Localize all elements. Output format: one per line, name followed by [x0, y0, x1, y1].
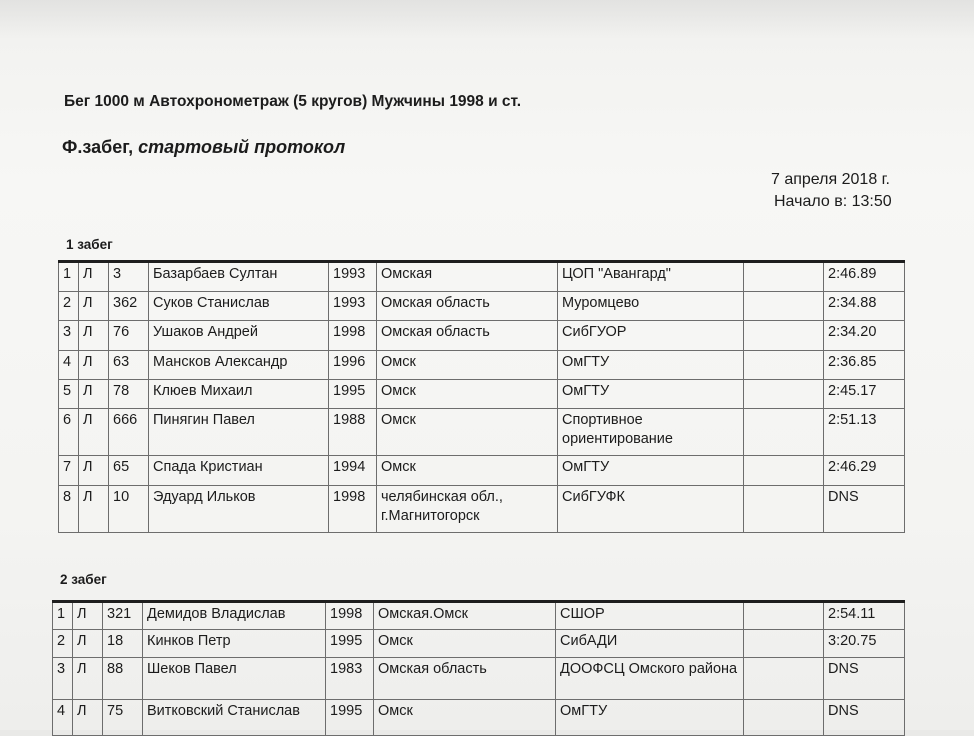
cell-lane: 5 [59, 380, 79, 409]
cell-lane: 6 [59, 409, 79, 456]
table-row [59, 321, 905, 351]
cell-mark: Л [79, 409, 109, 456]
cell-bib: 18 [103, 630, 143, 658]
cell-name: Спада Кристиан [149, 456, 329, 486]
event-date: 7 апреля 2018 г. [771, 171, 890, 188]
cell-time: 2:46.89 [824, 262, 905, 292]
cell-bib: 3 [109, 262, 149, 292]
cell-region: Омская [377, 262, 558, 292]
cell-bib: 75 [103, 700, 143, 736]
cell-name: Кинков Петр [143, 630, 326, 658]
cell-mark: Л [79, 486, 109, 533]
cell-extra [744, 456, 824, 486]
cell-bib: 666 [109, 409, 149, 456]
cell-region: Омск [374, 630, 556, 658]
cell-name: Пинягин Павел [149, 409, 329, 456]
heat-2-table [52, 600, 905, 736]
cell-extra [744, 486, 824, 533]
cell-club: СШОР [556, 602, 744, 630]
cell-region: Омск [377, 351, 558, 380]
cell-club: ОмГТУ [556, 700, 744, 736]
cell-bib: 76 [109, 321, 149, 351]
cell-region: Омская область [377, 321, 558, 351]
round-label: Ф.забег, [62, 137, 134, 157]
cell-year: 1988 [329, 409, 377, 456]
cell-time: 2:45.17 [824, 380, 905, 409]
cell-mark: Л [73, 700, 103, 736]
cell-club: ДООФСЦ Омского района [556, 658, 744, 700]
cell-club: ОмГТУ [558, 456, 744, 486]
cell-lane: 3 [59, 321, 79, 351]
cell-time: DNS [824, 486, 905, 533]
cell-lane: 2 [59, 292, 79, 321]
cell-name: Ушаков Андрей [149, 321, 329, 351]
cell-mark: Л [79, 380, 109, 409]
cell-extra [744, 409, 824, 456]
cell-year: 1998 [326, 602, 374, 630]
table-row [53, 700, 905, 736]
cell-bib: 63 [109, 351, 149, 380]
cell-year: 1995 [326, 700, 374, 736]
table-row [59, 409, 905, 456]
table-row [59, 456, 905, 486]
cell-year: 1995 [326, 630, 374, 658]
cell-year: 1998 [329, 321, 377, 351]
cell-year: 1998 [329, 486, 377, 533]
cell-region: Омск [377, 456, 558, 486]
cell-lane: 4 [59, 351, 79, 380]
cell-time: 2:36.85 [824, 351, 905, 380]
cell-mark: Л [79, 351, 109, 380]
protocol-type: стартовый протокол [138, 137, 346, 157]
cell-name: Клюев Михаил [149, 380, 329, 409]
cell-year: 1993 [329, 292, 377, 321]
cell-region: Омск [374, 700, 556, 736]
cell-lane: 8 [59, 486, 79, 533]
cell-extra [744, 380, 824, 409]
cell-mark: Л [79, 321, 109, 351]
cell-region: Омская.Омск [374, 602, 556, 630]
cell-lane: 1 [59, 262, 79, 292]
cell-club: ОмГТУ [558, 380, 744, 409]
cell-time: DNS [824, 658, 905, 700]
heat-1-table [58, 260, 905, 533]
table-row [53, 602, 905, 630]
cell-lane: 3 [53, 658, 73, 700]
cell-region: Омская область [374, 658, 556, 700]
protocol-subtitle [62, 137, 345, 158]
cell-region: челябинская обл., г.Магнитогорск [377, 486, 558, 533]
cell-mark: Л [79, 456, 109, 486]
cell-time: 3:20.75 [824, 630, 905, 658]
cell-bib: 88 [103, 658, 143, 700]
cell-lane: 7 [59, 456, 79, 486]
cell-name: Базарбаев Султан [149, 262, 329, 292]
table-row [59, 262, 905, 292]
cell-club: ЦОП "Авангард" [558, 262, 744, 292]
cell-bib: 10 [109, 486, 149, 533]
table-row [59, 292, 905, 321]
cell-name: Витковский Станислав [143, 700, 326, 736]
cell-bib: 65 [109, 456, 149, 486]
cell-region: Омская область [377, 292, 558, 321]
cell-region: Омск [377, 380, 558, 409]
heat-1-rows [59, 262, 905, 533]
cell-bib: 362 [109, 292, 149, 321]
cell-extra [744, 321, 824, 351]
cell-extra [744, 700, 824, 736]
cell-club: ОмГТУ [558, 351, 744, 380]
cell-name: Эдуард Ильков [149, 486, 329, 533]
cell-name: Суков Станислав [149, 292, 329, 321]
table-row [53, 658, 905, 700]
cell-time: 2:34.88 [824, 292, 905, 321]
cell-extra [744, 351, 824, 380]
cell-mark: Л [79, 292, 109, 321]
cell-extra [744, 292, 824, 321]
heat-1-label: 1 забег [66, 237, 113, 252]
cell-year: 1983 [326, 658, 374, 700]
cell-lane: 4 [53, 700, 73, 736]
cell-club: СибГУФК [558, 486, 744, 533]
table-row [53, 630, 905, 658]
cell-time: 2:51.13 [824, 409, 905, 456]
cell-year: 1995 [329, 380, 377, 409]
cell-year: 1996 [329, 351, 377, 380]
cell-year: 1993 [329, 262, 377, 292]
cell-extra [744, 658, 824, 700]
cell-region: Омск [377, 409, 558, 456]
cell-lane: 1 [53, 602, 73, 630]
table-row [59, 380, 905, 409]
cell-club: СибАДИ [556, 630, 744, 658]
cell-bib: 321 [103, 602, 143, 630]
cell-time: 2:34.20 [824, 321, 905, 351]
event-title: Бег 1000 м Автохронометраж (5 кругов) Мужчины 1998 и ст. [64, 93, 522, 110]
cell-extra [744, 630, 824, 658]
cell-club: Спортивное ориентирование [558, 409, 744, 456]
cell-mark: Л [79, 262, 109, 292]
cell-mark: Л [73, 602, 103, 630]
cell-year: 1994 [329, 456, 377, 486]
cell-club: Муромцево [558, 292, 744, 321]
cell-name: Мансков Александр [149, 351, 329, 380]
cell-mark: Л [73, 630, 103, 658]
cell-time: 2:46.29 [824, 456, 905, 486]
start-time: Начало в: 13:50 [774, 193, 892, 210]
cell-mark: Л [73, 658, 103, 700]
cell-time: 2:54.11 [824, 602, 905, 630]
cell-club: СибГУОР [558, 321, 744, 351]
cell-extra [744, 602, 824, 630]
heat-2-label: 2 забег [60, 572, 107, 587]
cell-time: DNS [824, 700, 905, 736]
page-shadow [0, 0, 974, 40]
cell-name: Шеков Павел [143, 658, 326, 700]
table-row [59, 486, 905, 533]
cell-bib: 78 [109, 380, 149, 409]
table-row [59, 351, 905, 380]
heat-2-rows [53, 602, 905, 736]
cell-name: Демидов Владислав [143, 602, 326, 630]
cell-lane: 2 [53, 630, 73, 658]
cell-extra [744, 262, 824, 292]
